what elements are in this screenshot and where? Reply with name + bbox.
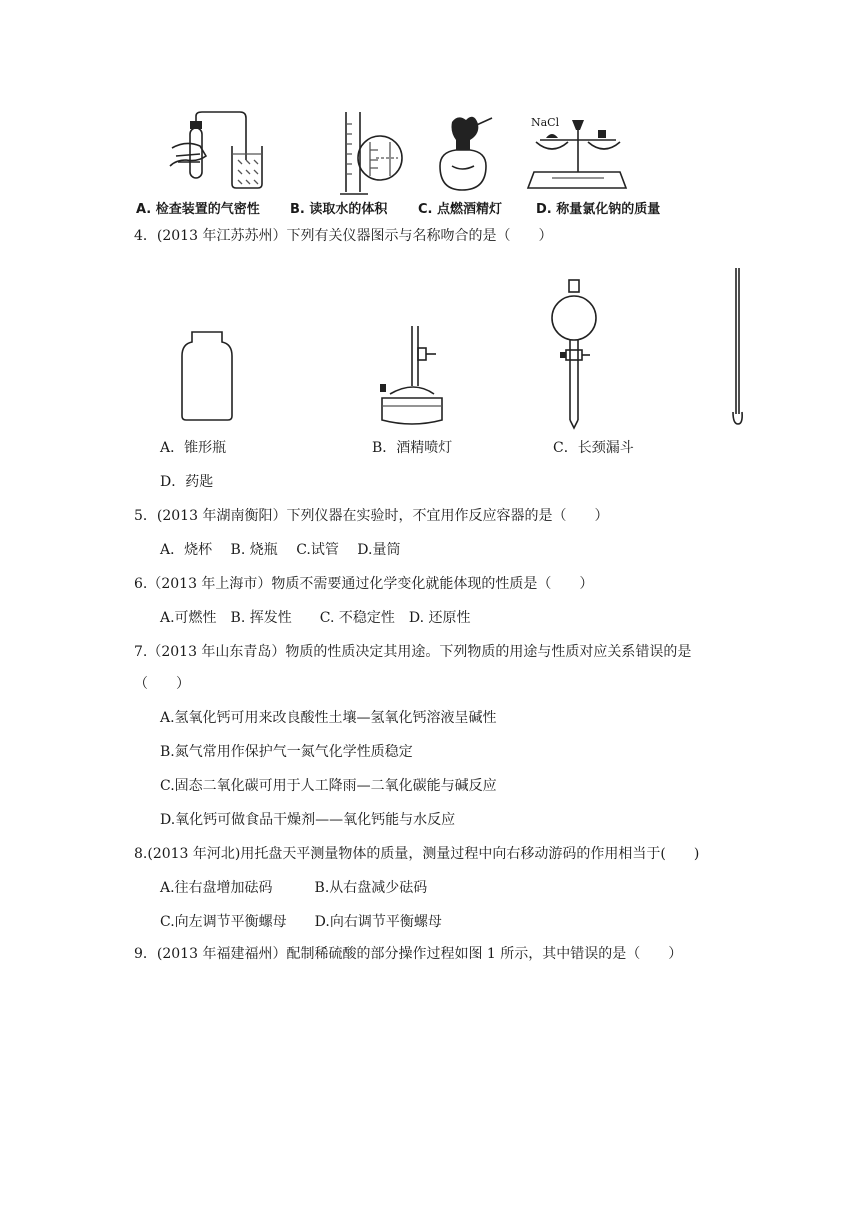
q5-options: A．烧杯 B. 烧瓶 C.试管 D.量筒	[160, 542, 401, 558]
nacl-label: NaCl	[531, 116, 560, 129]
q6-stem: 6.（2013 年上海市）物质不需要通过化学变化就能体现的性质是（ ）	[134, 576, 594, 592]
q7-option-c: C.固态二氧化碳可用于人工降雨—二氧化碳能与碱反应	[160, 778, 497, 794]
q7-option-a: A.氢氧化钙可用来改良酸性土壤—氢氧化钙溶液呈碱性	[160, 710, 497, 726]
q4-option-d: D．药匙	[160, 474, 214, 490]
q4-option-c: C．长颈漏斗	[553, 440, 634, 456]
q5-stem: 5．(2013 年湖南衡阳）下列仪器在实验时，不宜用作反应容器的是（ ）	[134, 508, 609, 524]
q6-options: A.可燃性 B. 挥发性 C. 不稳定性 D. 还原性	[160, 610, 471, 626]
q4-stem: 4．(2013 年江苏苏州）下列有关仪器图示与名称吻合的是（ ）	[134, 228, 553, 244]
caption-d: D. 称量氯化钠的质量	[536, 202, 661, 217]
q9-stem: 9．(2013 年福建福州）配制稀硫酸的部分操作过程如图 1 所示，其中错误的是（ ）	[134, 946, 683, 962]
q8-options-row2: C.向左调节平衡螺母 D.向右调节平衡螺母	[160, 914, 442, 930]
q7-option-b: B.氮气常用作保护气一氮气化学性质稳定	[160, 744, 413, 760]
q4-option-a: A．锥形瓶	[160, 440, 227, 456]
alcohol-blowtorch-icon	[380, 326, 442, 424]
q8-stem: 8.(2013 年河北)用托盘天平测量物体的质量，测量过程中向右移动游码的作用相当于( )	[134, 846, 700, 862]
jar-icon	[182, 332, 232, 420]
caption-b: B. 读取水的体积	[290, 202, 388, 217]
q8-options-row1: A.往右盘增加砝码 B.从右盘减少砝码	[160, 880, 428, 896]
caption-c: C. 点燃酒精灯	[418, 202, 503, 217]
caption-a: A. 检查装置的气密性	[136, 202, 260, 217]
q7-stem-line2: （ ）	[134, 676, 190, 692]
medicine-spoon-icon	[733, 268, 742, 424]
q4-option-b: B．酒精喷灯	[372, 440, 453, 456]
separatory-funnel-icon	[552, 280, 596, 428]
q7-stem-line1: 7.（2013 年山东青岛）物质的性质决定其用途。下列物质的用途与性质对应关系错误的是	[134, 644, 692, 660]
q7-option-d: D.氧化钙可做食品干燥剂——氧化钙能与水反应	[160, 812, 456, 828]
